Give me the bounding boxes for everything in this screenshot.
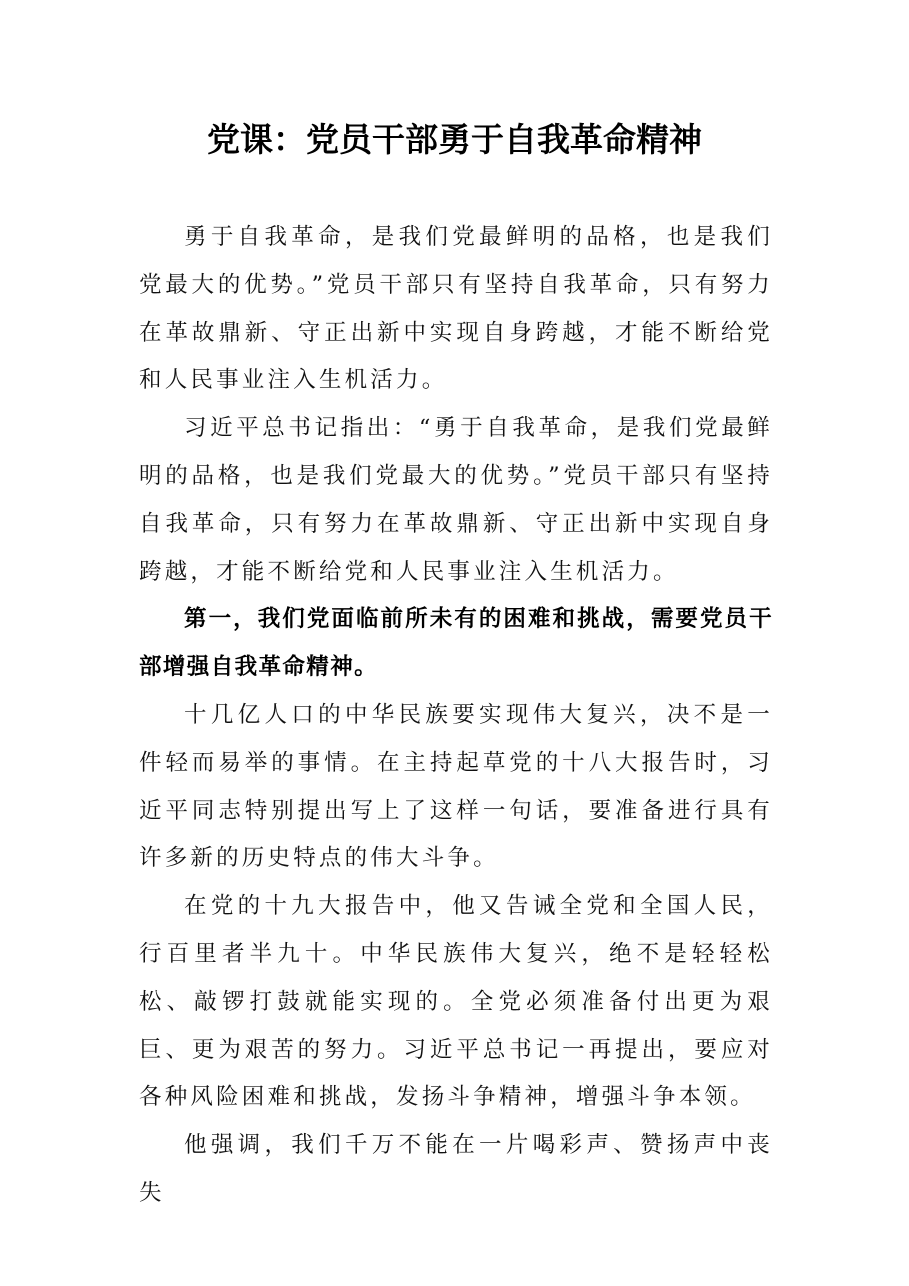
paragraph-revival: 十几亿人口的中华民族要实现伟大复兴，决不是一件轻而易举的事情。在主持起草党的十八大报告时，习近平同志特别提出写上了这样一句话，要准备进行具有许多新的历史特点的伟大斗争。	[139, 701, 773, 872]
paragraph-nineteenth-congress: 在党的十九大报告中，他又告诫全党和全国人民，行百里者半九十。中华民族伟大复兴，绝不是轻轻松松、敲锣打鼓就能实现的。全党必须准备付出更为艰巨、更为艰苦的努力。习近平总书记一再提出，要应对各种风险困难和挑战，发扬斗争精神，增强斗争本领。	[139, 893, 773, 1111]
document-title: 党课：党员干部勇于自我革命精神	[207, 120, 702, 159]
paragraph-intro: 勇于自我革命，是我们党最鲜明的品格，也是我们党最大的优势。”党员干部只有坚持自我革命，只有努力在革故鼎新、守正出新中实现自身跨越，才能不断给党和人民事业注入生机活力。	[139, 224, 773, 394]
paragraph-emphasis: 他强调，我们千万不能在一片喝彩声、赞扬声中丧失	[139, 1132, 773, 1206]
paragraph-quote: 习近平总书记指出：“勇于自我革命，是我们党最鲜明的品格，也是我们党最大的优势。”党员干部只有坚持自我革命，只有努力在革故鼎新、守正出新中实现自身跨越，才能不断给党和人民事业注入生机活力。	[139, 415, 773, 585]
document-body	[139, 214, 773, 1218]
section-heading-first: 第一，我们党面临前所未有的困难和挑战，需要党员干部增强自我革命精神。	[139, 606, 773, 681]
